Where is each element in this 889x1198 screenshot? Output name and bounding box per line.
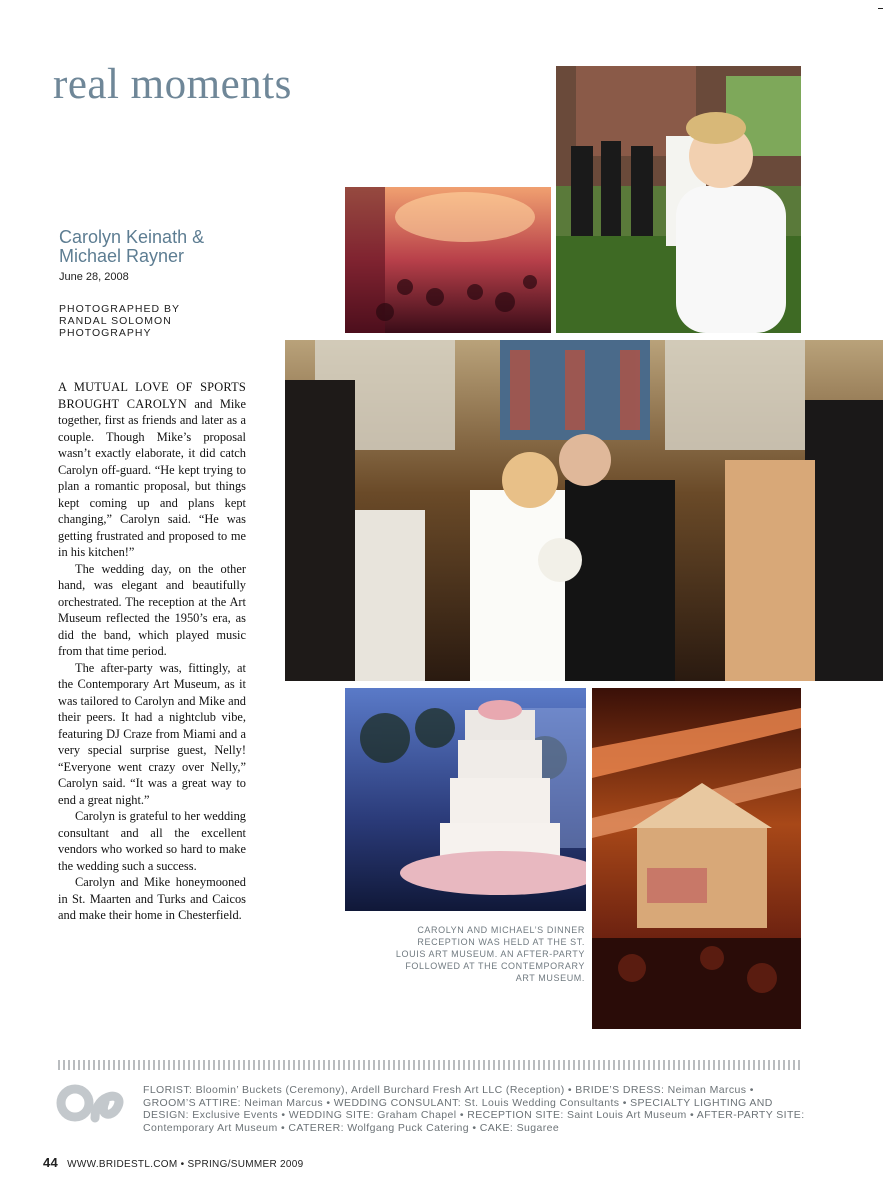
article-paragraph-5: Carolyn and Mike honeymooned in St. Maarten and Turks and Caicos and make their home in Chesterfield. [58,875,246,922]
crop-mark [878,8,883,9]
magazine-logo-icon [55,1080,130,1126]
photo-credit-line1: PHOTOGRAPHED BY [59,303,180,315]
article-paragraph-2: The wedding day, on the other hand, was elegant and beautifully orchestrated. The reception at the Art Museum reflected the 1950’s era, as did the band, which played music from that time period. [58,561,246,658]
couple-name-line1: Carolyn Keinath & [59,227,205,247]
article-paragraph-1 [58,379,246,561]
flower-girl-photo [556,66,801,333]
article-paragraph-3: The after-party was, fittingly, at the Contemporary Art Museum, as it was tailored to Carolyn and Mike and their peers. It had a nightclub vibe, featuring DJ Craze from Miami and a very special surprise guest, Nelly! “Everyone went crazy over Nelly,” Carolyn said. “It was a great way to end a great night.” [58,660,246,807]
photo-credit-line2: RANDAL SOLOMON [59,315,172,327]
page-number: 44 [43,1155,59,1170]
article-paragraph-4: Carolyn is grateful to her wedding consultant and all the excellent vendors who worked so hard to make the wedding such a success. [58,809,246,873]
reception-hall-photo [345,187,551,333]
couple-name-line2: Michael Rayner [59,246,185,266]
museum-party-photo [592,688,801,1029]
footer-separator: • [180,1159,185,1170]
chapel-kiss-photo [285,340,883,681]
couple-names [59,228,319,266]
dotted-divider [58,1060,801,1070]
photo-credit [59,303,259,339]
article-text: and Mike together, first as friends and later as a couple. Though Mike’s proposal wasn’t exactly elaborate, it did catch Carolyn off-guard. “He kept trying to plan a romantic proposal, but things kept coming up and plans kept changing,” Carolyn said. “He was getting frustrated and proposed to me in his kitchen!” [58,396,246,559]
footer-issue: SPRING/SUMMER 2009 [187,1159,304,1170]
photo-caption: CAROLYN AND MICHAEL’S DINNER RECEPTION WAS HELD AT THE ST. LOUIS ART MUSEUM. AN AFTER-PARTY FOLLOWED AT THE CONTEMPORARY ART MUSEUM. [395,925,585,983]
article-body [58,379,246,924]
vendor-credits: FLORIST: Bloomin’ Buckets (Ceremony), Ardell Burchard Fresh Art LLC (Reception) • BRIDE’S DRESS: Neiman Marcus • GROOM’S ATTIRE: Neiman Marcus • WEDDING CONSULANT: St. Louis Wedding Consultants • SPECIALTY LIGHTING AND DESIGN: Exclusive Events • WEDDING SITE: Graham Chapel • RECEPTION SITE: Saint Louis Art Museum • AFTER-PARTY SITE: Contemporary Art Museum • CATERER: Wolfgang Puck Catering • CAKE: Sugaree [143,1084,805,1134]
page-footer [43,1155,304,1170]
footer-website: WWW.BRIDESTL.COM [67,1159,178,1170]
photo-credit-line3: PHOTOGRAPHY [59,327,152,339]
wedding-cake-photo [345,688,586,911]
article-lead: A MUTUAL LOVE OF SPORTS BROUGHT CAROLYN [58,380,246,411]
section-title: real moments [53,61,292,108]
wedding-date: June 28, 2008 [59,271,129,283]
